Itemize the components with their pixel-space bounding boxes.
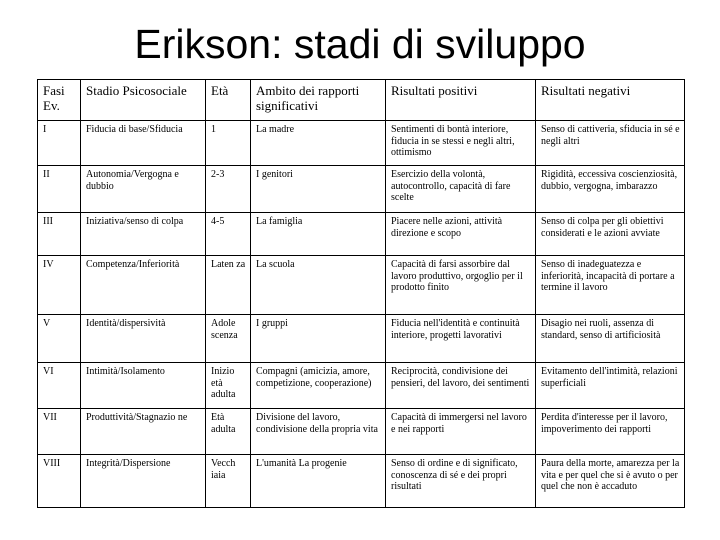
cell-stage: Autonomia/Vergogna e dubbio	[81, 166, 206, 213]
cell-age: 2-3	[206, 166, 251, 213]
cell-phase: IV	[38, 256, 81, 315]
cell-negative: Evitamento dell'intimità, relazioni superficiali	[536, 363, 685, 409]
table-row	[38, 363, 685, 409]
table-row	[38, 256, 685, 315]
table-header-row	[38, 80, 685, 121]
table-row	[38, 121, 685, 166]
cell-negative: Senso di inadeguatezza e inferiorità, incapacità di portare a termine il lavoro	[536, 256, 685, 315]
cell-phase: II	[38, 166, 81, 213]
erikson-stages-table	[37, 79, 685, 508]
cell-positive: Fiducia nell'identità e continuità interiore, progetti lavorativi	[386, 315, 536, 363]
table-row	[38, 315, 685, 363]
table-row	[38, 166, 685, 213]
cell-relationships: La madre	[251, 121, 386, 166]
cell-stage: Identità/dispersività	[81, 315, 206, 363]
cell-stage: Produttività/Stagnazio ne	[81, 409, 206, 455]
cell-relationships: Divisione del lavoro, condivisione della propria vita	[251, 409, 386, 455]
cell-stage: Intimità/Isolamento	[81, 363, 206, 409]
page-title: Erikson: stadi di sviluppo	[134, 21, 586, 67]
cell-phase: VI	[38, 363, 81, 409]
header-phase: Fasi Ev.	[38, 80, 81, 121]
header-negative-outcomes: Risultati negativi	[536, 80, 685, 121]
cell-negative: Perdita d'interesse per il lavoro, impoverimento dei rapporti	[536, 409, 685, 455]
cell-negative: Senso di cattiveria, sfiducia in sé e negli altri	[536, 121, 685, 166]
cell-positive: Sentimenti di bontà interiore, fiducia in se stessi e negli altri, ottimismo	[386, 121, 536, 166]
cell-age: Età adulta	[206, 409, 251, 455]
header-relationships: Ambito dei rapporti significativi	[251, 80, 386, 121]
cell-positive: Capacità di farsi assorbire dal lavoro produttivo, orgoglio per il prodotto finito	[386, 256, 536, 315]
header-stage: Stadio Psicosociale	[81, 80, 206, 121]
cell-phase: I	[38, 121, 81, 166]
cell-relationships: I genitori	[251, 166, 386, 213]
cell-relationships: I gruppi	[251, 315, 386, 363]
cell-positive: Esercizio della volontà, autocontrollo, capacità di fare scelte	[386, 166, 536, 213]
cell-age: Inizio età adulta	[206, 363, 251, 409]
cell-negative: Rigidità, eccessiva coscienziosità, dubbio, vergogna, imbarazzo	[536, 166, 685, 213]
cell-stage: Fiducia di base/Sfiducia	[81, 121, 206, 166]
cell-age: Vecch iaia	[206, 455, 251, 508]
cell-positive: Capacità di immergersi nel lavoro e nei rapporti	[386, 409, 536, 455]
header-age: Età	[206, 80, 251, 121]
cell-positive: Senso di ordine e di significato, conoscenza di sé e dei propri risultati	[386, 455, 536, 508]
cell-age: Laten za	[206, 256, 251, 315]
table-row	[38, 409, 685, 455]
cell-relationships: Compagni (amicizia, amore, competizione, cooperazione)	[251, 363, 386, 409]
cell-phase: VII	[38, 409, 81, 455]
cell-positive: Reciprocità, condivisione dei pensieri, del lavoro, dei sentimenti	[386, 363, 536, 409]
cell-positive: Piacere nelle azioni, attività direzione e scopo	[386, 213, 536, 256]
cell-phase: III	[38, 213, 81, 256]
cell-relationships: La scuola	[251, 256, 386, 315]
cell-negative: Paura della morte, amarezza per la vita e per quel che si è avuto o per quel che non è accaduto	[536, 455, 685, 508]
cell-stage: Integrità/Dispersione	[81, 455, 206, 508]
cell-phase: VIII	[38, 455, 81, 508]
cell-stage: Competenza/Inferiorità	[81, 256, 206, 315]
cell-stage: Iniziativa/senso di colpa	[81, 213, 206, 256]
header-positive-outcomes: Risultati positivi	[386, 80, 536, 121]
cell-age: 1	[206, 121, 251, 166]
cell-negative: Senso di colpa per gli obiettivi considerati e le azioni avviate	[536, 213, 685, 256]
cell-age: 4-5	[206, 213, 251, 256]
cell-phase: V	[38, 315, 81, 363]
cell-relationships: La famiglia	[251, 213, 386, 256]
cell-relationships: L'umanità La progenie	[251, 455, 386, 508]
cell-age: Adole scenza	[206, 315, 251, 363]
table-row	[38, 455, 685, 508]
cell-negative: Disagio nei ruoli, assenza di standard, senso di artificiosità	[536, 315, 685, 363]
table-row	[38, 213, 685, 256]
